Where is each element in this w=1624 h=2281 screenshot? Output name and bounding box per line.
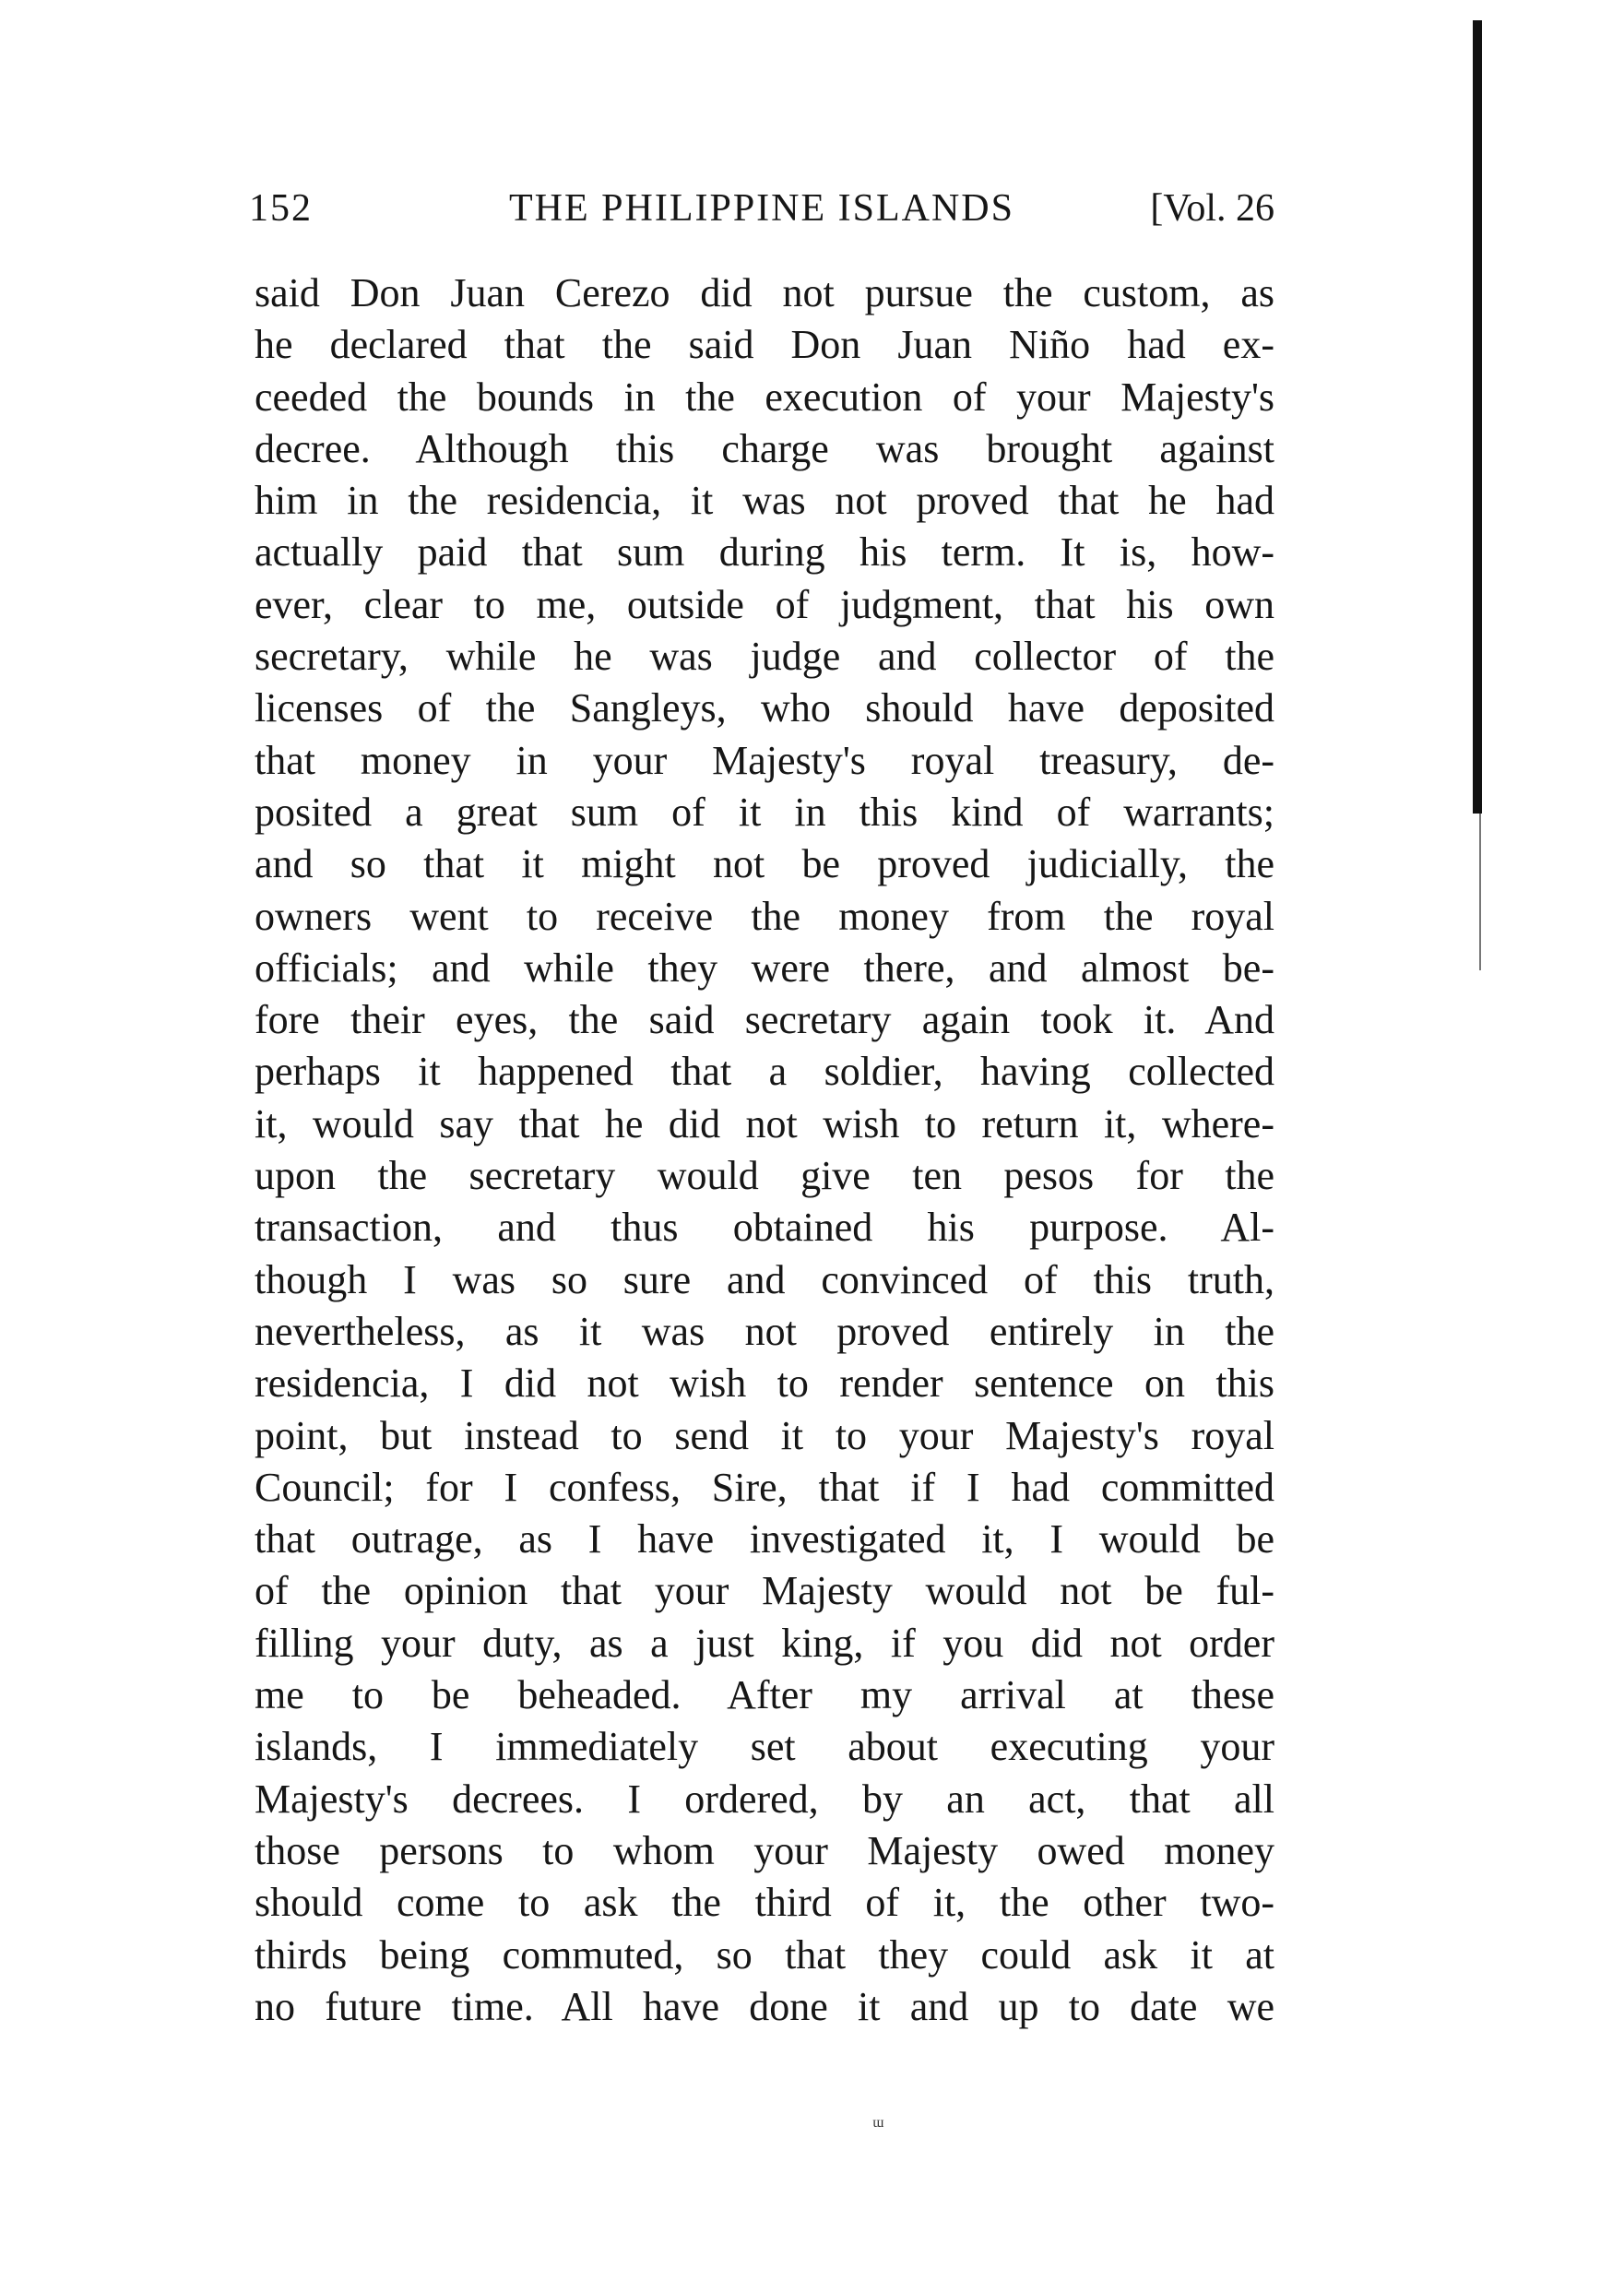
text-line: said Don Juan Cerezo did not pursue the custom, as (255, 270, 1274, 315)
volume-label: [Vol. 26 (1150, 187, 1274, 230)
text-line: of the opinion that your Majesty would not be ful- (255, 1568, 1274, 1614)
page-number: 152 (249, 187, 313, 230)
text-line: Council; for I confess, Sire, that if I had committed (255, 1464, 1274, 1510)
text-line: licenses of the Sangleys, who should have deposited (255, 685, 1274, 731)
text-line: owners went to receive the money from the royal (255, 893, 1274, 939)
text-line: posited a great sum of it in this kind of warrants; (255, 789, 1274, 835)
text-line: actually paid that sum during his term. It is, how- (255, 529, 1274, 576)
text-line: officials; and while they were there, and almost be- (255, 944, 1274, 991)
running-title: THE PHILIPPINE ISLANDS (509, 187, 1014, 230)
text-line: ceeded the bounds in the execution of your Majesty's (255, 374, 1274, 420)
text-line: that outrage, as I have investigated it, I would be (255, 1516, 1274, 1562)
text-line: though I was so sure and convinced of this truth, (255, 1256, 1274, 1302)
text-line: decree. Although this charge was brought against (255, 425, 1274, 471)
text-line: those persons to whom your Majesty owed money (255, 1827, 1274, 1873)
text-line: residencia, I did not wish to render sentence on this (255, 1360, 1274, 1407)
scan-edge-shadow (1473, 20, 1482, 814)
text-line: point, but instead to send it to your Majesty's royal (255, 1412, 1274, 1458)
text-line: that money in your Majesty's royal treasury, de- (255, 737, 1274, 783)
text-line: upon the secretary would give ten pesos for the (255, 1153, 1274, 1199)
print-speck: ᵚ (872, 2112, 884, 2139)
text-line: filling your duty, as a just king, if you did not order (255, 1620, 1274, 1666)
text-line: fore their eyes, the said secretary again took it. And (255, 997, 1274, 1043)
scan-edge-line (1479, 814, 1481, 970)
text-line: ever, clear to me, outside of judgment, that his own (255, 581, 1274, 627)
text-line: secretary, while he was judge and collector of the (255, 634, 1274, 680)
text-line: it, would say that he did not wish to return it, where- (255, 1100, 1274, 1146)
text-line: thirds being commuted, so that they could ask it at (255, 1931, 1274, 1978)
text-line: transaction, and thus obtained his purpose. Al- (255, 1205, 1274, 1251)
running-head (249, 181, 1274, 236)
body-text (255, 267, 1274, 2033)
text-line: nevertheless, as it was not proved entirely in the (255, 1308, 1274, 1354)
text-line: him in the residencia, it was not proved that he had (255, 478, 1274, 524)
text-line: no future time. All have done it and up to date we (255, 1983, 1274, 2029)
text-line: me to be beheaded. After my arrival at these (255, 1672, 1274, 1718)
text-line: and so that it might not be proved judicially, the (255, 841, 1274, 887)
text-line: islands, I immediately set about executing your (255, 1724, 1274, 1770)
text-line: should come to ask the third of it, the other two- (255, 1880, 1274, 1926)
text-line: Majesty's decrees. I ordered, by an act, that all (255, 1776, 1274, 1822)
text-line: perhaps it happened that a soldier, having collected (255, 1049, 1274, 1095)
text-line: he declared that the said Don Juan Niño had ex- (255, 322, 1274, 368)
